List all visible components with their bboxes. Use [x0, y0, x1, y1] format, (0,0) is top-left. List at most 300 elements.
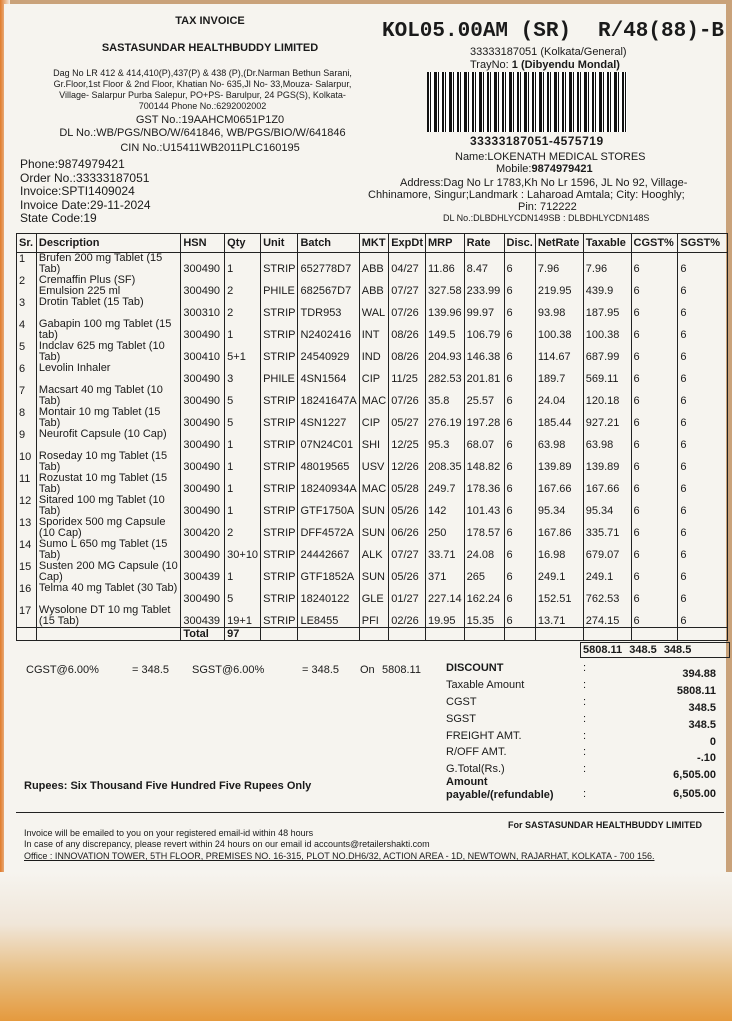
table-cell: 5	[17, 341, 37, 363]
total-label: Total	[181, 628, 225, 641]
table-cell: 3	[225, 363, 261, 385]
table-cell: 300420	[181, 517, 225, 539]
route-code: KOL05.00AM (SR)	[382, 20, 572, 43]
table-cell: 6	[631, 297, 678, 319]
table-cell: 05/26	[389, 495, 426, 517]
table-cell: 167.86	[535, 517, 583, 539]
column-header: Taxable	[583, 234, 631, 253]
amount-payable-colon: :	[583, 788, 587, 800]
table-cell: STRIP	[261, 407, 298, 429]
table-cell: 24540929	[298, 341, 359, 363]
company-address	[30, 68, 375, 112]
table-cell: 100.38	[535, 319, 583, 341]
table-cell: 139.89	[583, 451, 631, 473]
table-row	[17, 253, 728, 276]
sum-sgst: 348.5	[663, 644, 692, 656]
footer-line-1: Invoice will be emailed to you on your registered email-id within 48 hours	[24, 828, 314, 838]
table-cell: 6	[678, 297, 728, 319]
table-cell: 148.82	[464, 451, 504, 473]
table-cell: 6	[678, 363, 728, 385]
table-cell: 201.81	[464, 363, 504, 385]
table-cell: Susten 200 MG Capsule (10 Cap)	[36, 561, 180, 583]
table-cell: 300439	[181, 605, 225, 628]
table-cell: STRIP	[261, 253, 298, 276]
address-line: Gr.Floor,1st Floor & 2nd Floor, Khatian No- 635,Jl No- 33,Mouza- Salarpur,	[53, 79, 352, 89]
table-cell: STRIP	[261, 583, 298, 605]
table-cell: 178.57	[464, 517, 504, 539]
table-cell: 274.15	[583, 605, 631, 628]
table-cell: STRIP	[261, 297, 298, 319]
table-cell: 327.58	[425, 275, 464, 297]
table-cell: Telma 40 mg Tablet (30 Tab)	[36, 583, 180, 605]
table-cell: STRIP	[261, 605, 298, 628]
table-cell: 265	[464, 561, 504, 583]
table-cell: 300490	[181, 407, 225, 429]
table-cell: 249.7	[425, 473, 464, 495]
table-cell: 146.38	[464, 341, 504, 363]
table-cell: 6	[631, 561, 678, 583]
table-cell: 4SN1227	[298, 407, 359, 429]
table-cell: 300490	[181, 473, 225, 495]
table-cell: PFI	[359, 605, 388, 628]
column-header: NetRate	[535, 234, 583, 253]
cgst-rate-label: CGST@6.00%	[26, 664, 99, 676]
table-cell: 300310	[181, 297, 225, 319]
table-cell: 18240122	[298, 583, 359, 605]
address-line: Dag No LR 412 & 414,410(P),437(P) & 438 (P),(Dr.Narman Bethun Sarani,	[53, 68, 352, 78]
column-header: Sr.	[17, 234, 37, 253]
table-cell: Cremaffin Plus (SF) Emulsion 225 ml	[36, 275, 180, 297]
table-cell: 6	[631, 275, 678, 297]
total-cell	[425, 628, 464, 641]
footer-office: Office : INNOVATION TOWER, 5TH FLOOR, PREMISES NO. 16-315, PLOT NO.DH6/32, ACTION AREA - 1D, NEWTOWN, RAJARHAT, KOLKATA - 700 156.	[24, 851, 655, 861]
table-cell: 05/27	[389, 407, 426, 429]
table-cell: 17	[17, 605, 37, 628]
table-cell: 19.95	[425, 605, 464, 628]
table-cell: 6	[504, 319, 535, 341]
table-cell: 233.99	[464, 275, 504, 297]
table-cell: 08/26	[389, 341, 426, 363]
table-cell: 6	[631, 473, 678, 495]
table-cell: 6	[631, 517, 678, 539]
table-row	[17, 319, 728, 341]
table-cell: 6	[631, 319, 678, 341]
summary-value: 0	[709, 736, 716, 748]
table-cell: SUN	[359, 495, 388, 517]
table-cell: 276.19	[425, 407, 464, 429]
table-cell: 6	[678, 473, 728, 495]
summary-label: FREIGHT AMT.	[446, 730, 522, 742]
table-cell: 02/26	[389, 605, 426, 628]
table-cell: 6	[504, 517, 535, 539]
table-row	[17, 539, 728, 561]
table-cell: 167.66	[583, 473, 631, 495]
table-cell: 11	[17, 473, 37, 495]
summary-label: CGST	[446, 696, 477, 708]
total-cell	[678, 628, 728, 641]
table-cell: 15	[17, 561, 37, 583]
column-totals	[580, 642, 730, 658]
table-cell: 227.14	[425, 583, 464, 605]
table-cell: 18240934A	[298, 473, 359, 495]
column-header: Disc.	[504, 234, 535, 253]
table-cell: 300490	[181, 253, 225, 276]
table-cell: Neurofit Capsule (10 Cap)	[36, 429, 180, 451]
table-cell: Montair 10 mg Tablet (15 Tab)	[36, 407, 180, 429]
table-cell: STRIP	[261, 341, 298, 363]
customer-address-2: Chhinamore, Singur;Landmark : Laharoad Amtala; City: Hooghly;	[368, 189, 685, 201]
table-cell: Brufen 200 mg Tablet (15 Tab)	[36, 253, 180, 276]
table-cell: 16	[17, 583, 37, 605]
summary-colon: :	[583, 746, 587, 758]
table-cell: N2402416	[298, 319, 359, 341]
table-cell: CIP	[359, 407, 388, 429]
table-cell: 7.96	[583, 253, 631, 276]
table-cell: 6	[504, 495, 535, 517]
table-cell: STRIP	[261, 319, 298, 341]
table-cell: 6	[504, 451, 535, 473]
table-cell: 106.79	[464, 319, 504, 341]
table-cell: 208.35	[425, 451, 464, 473]
cgst-rate-value: = 348.5	[132, 664, 170, 676]
table-cell: 6	[678, 429, 728, 451]
table-cell: ALK	[359, 539, 388, 561]
table-cell: 249.1	[583, 561, 631, 583]
table-cell: 24.04	[535, 385, 583, 407]
table-row	[17, 341, 728, 363]
table-cell: 2	[225, 297, 261, 319]
footer-line-2: In case of any discrepancy, please revert within 24 hours on our email id accounts@retailershakti.com	[24, 839, 430, 849]
table-cell: TDR953	[298, 297, 359, 319]
table-cell: Macsart 40 mg Tablet (10 Tab)	[36, 385, 180, 407]
table-cell: PHILE	[261, 275, 298, 297]
table-cell: 6	[631, 341, 678, 363]
cin-number: CIN No.:U15411WB2011PLC160195	[120, 142, 300, 154]
table-cell: 187.95	[583, 297, 631, 319]
table-cell: 1	[225, 495, 261, 517]
table-cell: 07/26	[389, 297, 426, 319]
table-cell: 93.98	[535, 297, 583, 319]
table-cell: 139.96	[425, 297, 464, 319]
total-cell	[389, 628, 426, 641]
table-cell: STRIP	[261, 539, 298, 561]
table-cell: 6	[678, 517, 728, 539]
table-cell: DFF4572A	[298, 517, 359, 539]
summary-label: Taxable Amount	[446, 679, 525, 691]
table-cell: 300410	[181, 341, 225, 363]
table-cell: CIP	[359, 363, 388, 385]
table-cell: 19+1	[225, 605, 261, 628]
on-label: On	[360, 664, 375, 676]
table-cell: 6	[504, 561, 535, 583]
table-cell: 3	[17, 297, 37, 319]
paper-edge-bottom	[0, 872, 732, 1021]
table-cell: Roseday 10 mg Tablet (15 Tab)	[36, 451, 180, 473]
table-body	[17, 253, 728, 641]
barcode-text: 33333187051-4575719	[470, 134, 604, 148]
total-cell	[535, 628, 583, 641]
table-cell: 25.57	[464, 385, 504, 407]
amount-label-1: Amount	[446, 776, 488, 788]
amount-payable-value: 6,505.00	[673, 788, 716, 800]
table-cell: 6	[504, 473, 535, 495]
table-cell: 687.99	[583, 341, 631, 363]
table-cell: 6	[504, 297, 535, 319]
summary-value: 394.88	[682, 668, 716, 680]
table-cell: 569.11	[583, 363, 631, 385]
table-cell: 04/27	[389, 253, 426, 276]
table-row	[17, 407, 728, 429]
summary-colon: :	[583, 662, 587, 674]
table-cell: Wysolone DT 10 mg Tablet (15 Tab)	[36, 605, 180, 628]
total-cell	[261, 628, 298, 641]
customer-dl: DL No.:DLBDHLYCDN149SB : DLBDHLYCDN148S	[443, 213, 650, 223]
table-cell: Drotin Tablet (15 Tab)	[36, 297, 180, 319]
table-cell: 01/27	[389, 583, 426, 605]
summary-colon: :	[583, 763, 587, 775]
table-cell: PHILE	[261, 363, 298, 385]
table-cell: 8	[17, 407, 37, 429]
table-cell: Sumo L 650 mg Tablet (15 Tab)	[36, 539, 180, 561]
table-cell: 204.93	[425, 341, 464, 363]
table-cell: 6	[678, 385, 728, 407]
customer-pin: Pin: 712222	[518, 201, 577, 213]
table-cell: 63.98	[583, 429, 631, 451]
sgst-rate-label: SGST@6.00%	[192, 664, 265, 676]
table-cell: 35.8	[425, 385, 464, 407]
table-cell: 335.71	[583, 517, 631, 539]
table-cell: 12/25	[389, 429, 426, 451]
table-cell: 1	[225, 473, 261, 495]
table-cell: 5	[225, 407, 261, 429]
amount-payable-label	[446, 776, 554, 802]
address-line: 700144 Phone No.:6292002002	[138, 101, 267, 111]
table-cell: 152.51	[535, 583, 583, 605]
table-cell: 4	[17, 319, 37, 341]
table-cell: 927.21	[583, 407, 631, 429]
table-cell: STRIP	[261, 517, 298, 539]
table-cell: 6	[678, 341, 728, 363]
total-cell	[17, 628, 37, 641]
table-cell: SUN	[359, 561, 388, 583]
table-cell: 05/26	[389, 561, 426, 583]
table-cell: Gabapin 100 mg Tablet (15 tab)	[36, 319, 180, 341]
table-cell: MAC	[359, 473, 388, 495]
table-cell: 300490	[181, 363, 225, 385]
table-cell: 6	[678, 583, 728, 605]
table-cell: STRIP	[261, 561, 298, 583]
table-cell: 24.08	[464, 539, 504, 561]
column-header: Description	[36, 234, 180, 253]
table-cell: Sporidex 500 mg Capsule (10 Cap)	[36, 517, 180, 539]
column-header: Batch	[298, 234, 359, 253]
order-line: 33333187051 (Kolkata/General)	[470, 46, 627, 58]
table-cell: 100.38	[583, 319, 631, 341]
table-cell: 07/26	[389, 385, 426, 407]
table-cell: USV	[359, 451, 388, 473]
table-cell: 300490	[181, 319, 225, 341]
table-row	[17, 473, 728, 495]
summary-value: 5808.11	[676, 685, 716, 697]
table-cell: 9	[17, 429, 37, 451]
table-cell: 6	[631, 253, 678, 276]
table-cell: 99.97	[464, 297, 504, 319]
table-cell: STRIP	[261, 451, 298, 473]
table-cell: 120.18	[583, 385, 631, 407]
table-cell: 33.71	[425, 539, 464, 561]
table-cell: WAL	[359, 297, 388, 319]
dl-number: DL No.:WB/PGS/NBO/W/641846, WB/PGS/BIO/W/641846	[59, 127, 346, 139]
table-cell: 219.95	[535, 275, 583, 297]
table-cell: 68.07	[464, 429, 504, 451]
table-cell: 6	[631, 495, 678, 517]
table-cell: 189.7	[535, 363, 583, 385]
column-header: SGST%	[678, 234, 728, 253]
table-cell: 250	[425, 517, 464, 539]
table-cell: LE8455	[298, 605, 359, 628]
table-cell: 7	[17, 385, 37, 407]
table-cell: 6	[678, 275, 728, 297]
table-cell: 13.71	[535, 605, 583, 628]
table-cell: 11.86	[425, 253, 464, 276]
table-row	[17, 429, 728, 451]
table-cell: 11/25	[389, 363, 426, 385]
customer-mobile	[496, 163, 593, 176]
table-cell: 1	[225, 429, 261, 451]
table-cell: STRIP	[261, 473, 298, 495]
table-cell: 114.67	[535, 341, 583, 363]
invoice-title: TAX INVOICE	[175, 15, 245, 27]
table-cell: SHI	[359, 429, 388, 451]
mobile-value: 9874979421	[531, 163, 593, 175]
table-cell: Sitared 100 mg Tablet (10 Tab)	[36, 495, 180, 517]
table-cell: 197.28	[464, 407, 504, 429]
barcode	[427, 72, 627, 132]
table-cell: 1	[225, 561, 261, 583]
table-cell: 300439	[181, 561, 225, 583]
table-cell: 2	[225, 275, 261, 297]
table-cell: 6	[504, 539, 535, 561]
table-cell: 1	[225, 319, 261, 341]
column-header: Unit	[261, 234, 298, 253]
summary-colon: :	[583, 696, 587, 708]
summary-value: -.10	[697, 752, 716, 764]
table-cell: 6	[631, 451, 678, 473]
column-header: Qty	[225, 234, 261, 253]
table-cell: 06/26	[389, 517, 426, 539]
table-cell: 07/27	[389, 539, 426, 561]
table-cell: 167.66	[535, 473, 583, 495]
table-cell: 4SN1564	[298, 363, 359, 385]
table-cell: 300490	[181, 385, 225, 407]
table-cell: GTF1852A	[298, 561, 359, 583]
table-cell: 249.1	[535, 561, 583, 583]
summary-colon: :	[583, 679, 587, 691]
table-cell: 95.3	[425, 429, 464, 451]
summary-colon: :	[583, 713, 587, 725]
table-cell: 6	[504, 407, 535, 429]
column-header: MKT	[359, 234, 388, 253]
mobile-label: Mobile:	[496, 163, 532, 175]
on-value: 5808.11	[382, 664, 421, 676]
table-cell: 5+1	[225, 341, 261, 363]
sum-cgst: 348.5	[629, 644, 657, 656]
table-cell: 24442667	[298, 539, 359, 561]
column-header: ExpDt	[389, 234, 426, 253]
total-cell	[464, 628, 504, 641]
items-table	[16, 233, 728, 641]
table-cell: 08/26	[389, 319, 426, 341]
tray-info	[470, 59, 620, 72]
table-row	[17, 275, 728, 297]
table-cell: 178.36	[464, 473, 504, 495]
invoice-number: Invoice:SPTI1409024	[20, 184, 135, 198]
table-cell: 2	[17, 275, 37, 297]
table-cell: 6	[504, 429, 535, 451]
table-cell: 05/28	[389, 473, 426, 495]
table-row	[17, 363, 728, 385]
table-cell: 6	[631, 583, 678, 605]
table-cell: STRIP	[261, 385, 298, 407]
table-cell: 679.07	[583, 539, 631, 561]
table-row	[17, 561, 728, 583]
total-cell	[298, 628, 359, 641]
table-cell: 6	[678, 561, 728, 583]
customer-name: Name:LOKENATH MEDICAL STORES	[455, 151, 646, 163]
table-cell: 16.98	[535, 539, 583, 561]
summary-label: DISCOUNT	[446, 662, 504, 674]
table-cell: 6	[631, 385, 678, 407]
table-cell: 6	[631, 363, 678, 385]
for-company: For SASTASUNDAR HEALTHBUDDY LIMITED	[508, 820, 702, 830]
footer-divider	[16, 812, 724, 813]
column-header: MRP	[425, 234, 464, 253]
table-cell: MAC	[359, 385, 388, 407]
table-cell: 5	[225, 583, 261, 605]
total-cell	[583, 628, 631, 641]
total-cell	[504, 628, 535, 641]
table-row	[17, 583, 728, 605]
summary-label: R/OFF AMT.	[446, 746, 507, 758]
table-cell: STRIP	[261, 429, 298, 451]
table-cell: 6	[504, 341, 535, 363]
table-cell: 12	[17, 495, 37, 517]
table-cell: 300490	[181, 583, 225, 605]
table-header-row	[17, 234, 728, 253]
table-cell: 07/27	[389, 275, 426, 297]
table-cell: 5	[225, 385, 261, 407]
table-cell: 95.34	[535, 495, 583, 517]
table-cell: 6	[504, 385, 535, 407]
invoice-date: Invoice Date:29-11-2024	[20, 198, 151, 212]
summary-value: 348.5	[688, 702, 716, 714]
table-cell: 6	[678, 319, 728, 341]
table-cell: 149.5	[425, 319, 464, 341]
order-number: Order No.:33333187051	[20, 171, 150, 185]
table-cell: 7.96	[535, 253, 583, 276]
column-header: HSN	[181, 234, 225, 253]
total-cell	[36, 628, 180, 641]
sgst-rate-value: = 348.5	[302, 664, 340, 676]
column-header: Rate	[464, 234, 504, 253]
table-row	[17, 517, 728, 539]
table-cell: 6	[631, 407, 678, 429]
summary-colon: :	[583, 730, 587, 742]
table-row	[17, 451, 728, 473]
table-cell: 6	[678, 539, 728, 561]
total-row	[17, 628, 728, 641]
table-cell: 439.9	[583, 275, 631, 297]
